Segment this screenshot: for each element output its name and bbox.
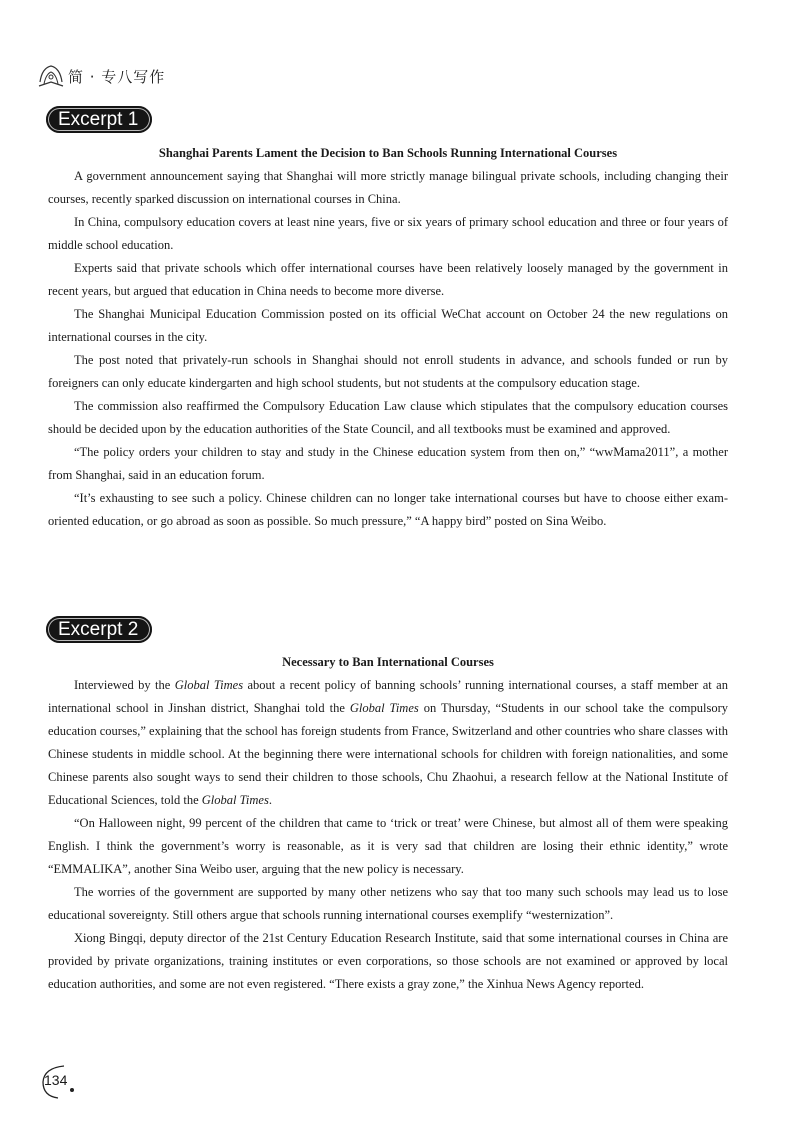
book-logo-icon xyxy=(36,62,66,90)
paragraph xyxy=(48,674,728,812)
paragraph: “The policy orders your children to stay and study in the Chinese education system from then on,” “wwMama2011”, a mother from Shanghai, said in an education forum. xyxy=(48,445,728,482)
excerpt-2-title: Necessary to Ban International Courses xyxy=(282,655,494,669)
publication-name: Global Times xyxy=(201,793,269,807)
page-number-label: 134 xyxy=(44,1072,68,1088)
paragraph: “On Halloween night, 99 percent of the children that came to ‘trick or treat’ were Chinese, but almost all of them were speaking English. I think the government’s worry is reasonable, as it is very sad that children are losing their ethnic identity,” wrote “EMMALIKA”, another Sina Weibo user, arguing that the new policy is necessary. xyxy=(48,816,728,876)
excerpt-1-title: Shanghai Parents Lament the Decision to Ban Schools Running International Courses xyxy=(158,146,618,160)
paragraph: Experts said that private schools which offer international courses have been relatively loosely managed by the government in recent years, but argued that education in China needs to become more diverse. xyxy=(48,261,728,298)
publication-name: Global Times xyxy=(174,678,244,692)
paragraph: The worries of the government are supported by many other netizens who say that too many such schools may lead us to lose educational sovereignty. Still others argue that schools running international courses exemplify “westernization”. xyxy=(48,885,728,922)
excerpt-2-body xyxy=(48,674,728,996)
excerpt-2-badge: Excerpt 2 xyxy=(46,616,152,643)
text-run: Interviewed by the xyxy=(74,678,175,692)
text-run: on Thursday, “Students in our school take the compulsory education courses,” explaining that the school has foreign students from France, Switzerland and other countries who share classes with Chinese students in middle school. At the beginning there were international schools for children with foreign nationalities, and some Chinese parents also sought ways to send their children to those schools, Chu Zhaohui, a research fellow at the National Institute of Educational Sciences, told the xyxy=(48,701,728,807)
publication-name: Global Times xyxy=(349,701,419,715)
page-number xyxy=(38,1062,76,1100)
paragraph: In China, compulsory education covers at least nine years, five or six years of primary school education and three or four years of middle school education. xyxy=(48,215,728,252)
text-run: . xyxy=(268,793,272,807)
paragraph: The post noted that privately-run schools in Shanghai should not enroll students in advance, and schools funded or run by foreigners can only educate kindergarten and high school students, but not students at the compulsory education stage. xyxy=(48,353,728,390)
paragraph: A government announcement saying that Shanghai will more strictly manage bilingual private schools, including changing their courses, recently sparked discussion on international courses in China. xyxy=(48,169,728,206)
running-header xyxy=(36,62,165,90)
paragraph: The Shanghai Municipal Education Commission posted on its official WeChat account on October 24 the new regulations on international courses in the city. xyxy=(48,307,728,344)
excerpt-1-body xyxy=(48,165,728,533)
excerpt-1-badge: Excerpt 1 xyxy=(46,106,152,133)
paragraph: Xiong Bingqi, deputy director of the 21st Century Education Research Institute, said that some international courses in China are provided by private organizations, training institutes or even corporations, so those schools are not examined or approved by local education authorities, and some are not even registered. “There exists a gray zone,” the Xinhua News Agency reported. xyxy=(48,931,728,991)
text-run: about a recent policy of banning schools’ running international courses, a staff member at an international school in Jinshan district, Shanghai told the xyxy=(48,678,728,715)
paragraph: The commission also reaffirmed the Compulsory Education Law clause which stipulates that the compulsory education courses should be decided upon by the education authorities of the State Council, and all textbooks must be examined and approved. xyxy=(48,399,728,436)
section-title: 简 · 专八写作 xyxy=(68,67,166,86)
paragraph: “It’s exhausting to see such a policy. Chinese children can no longer take international courses but have to choose either exam-oriented education, or go abroad as soon as possible. So much pressure,” “A happy bird” posted on Sina Weibo. xyxy=(48,491,728,528)
